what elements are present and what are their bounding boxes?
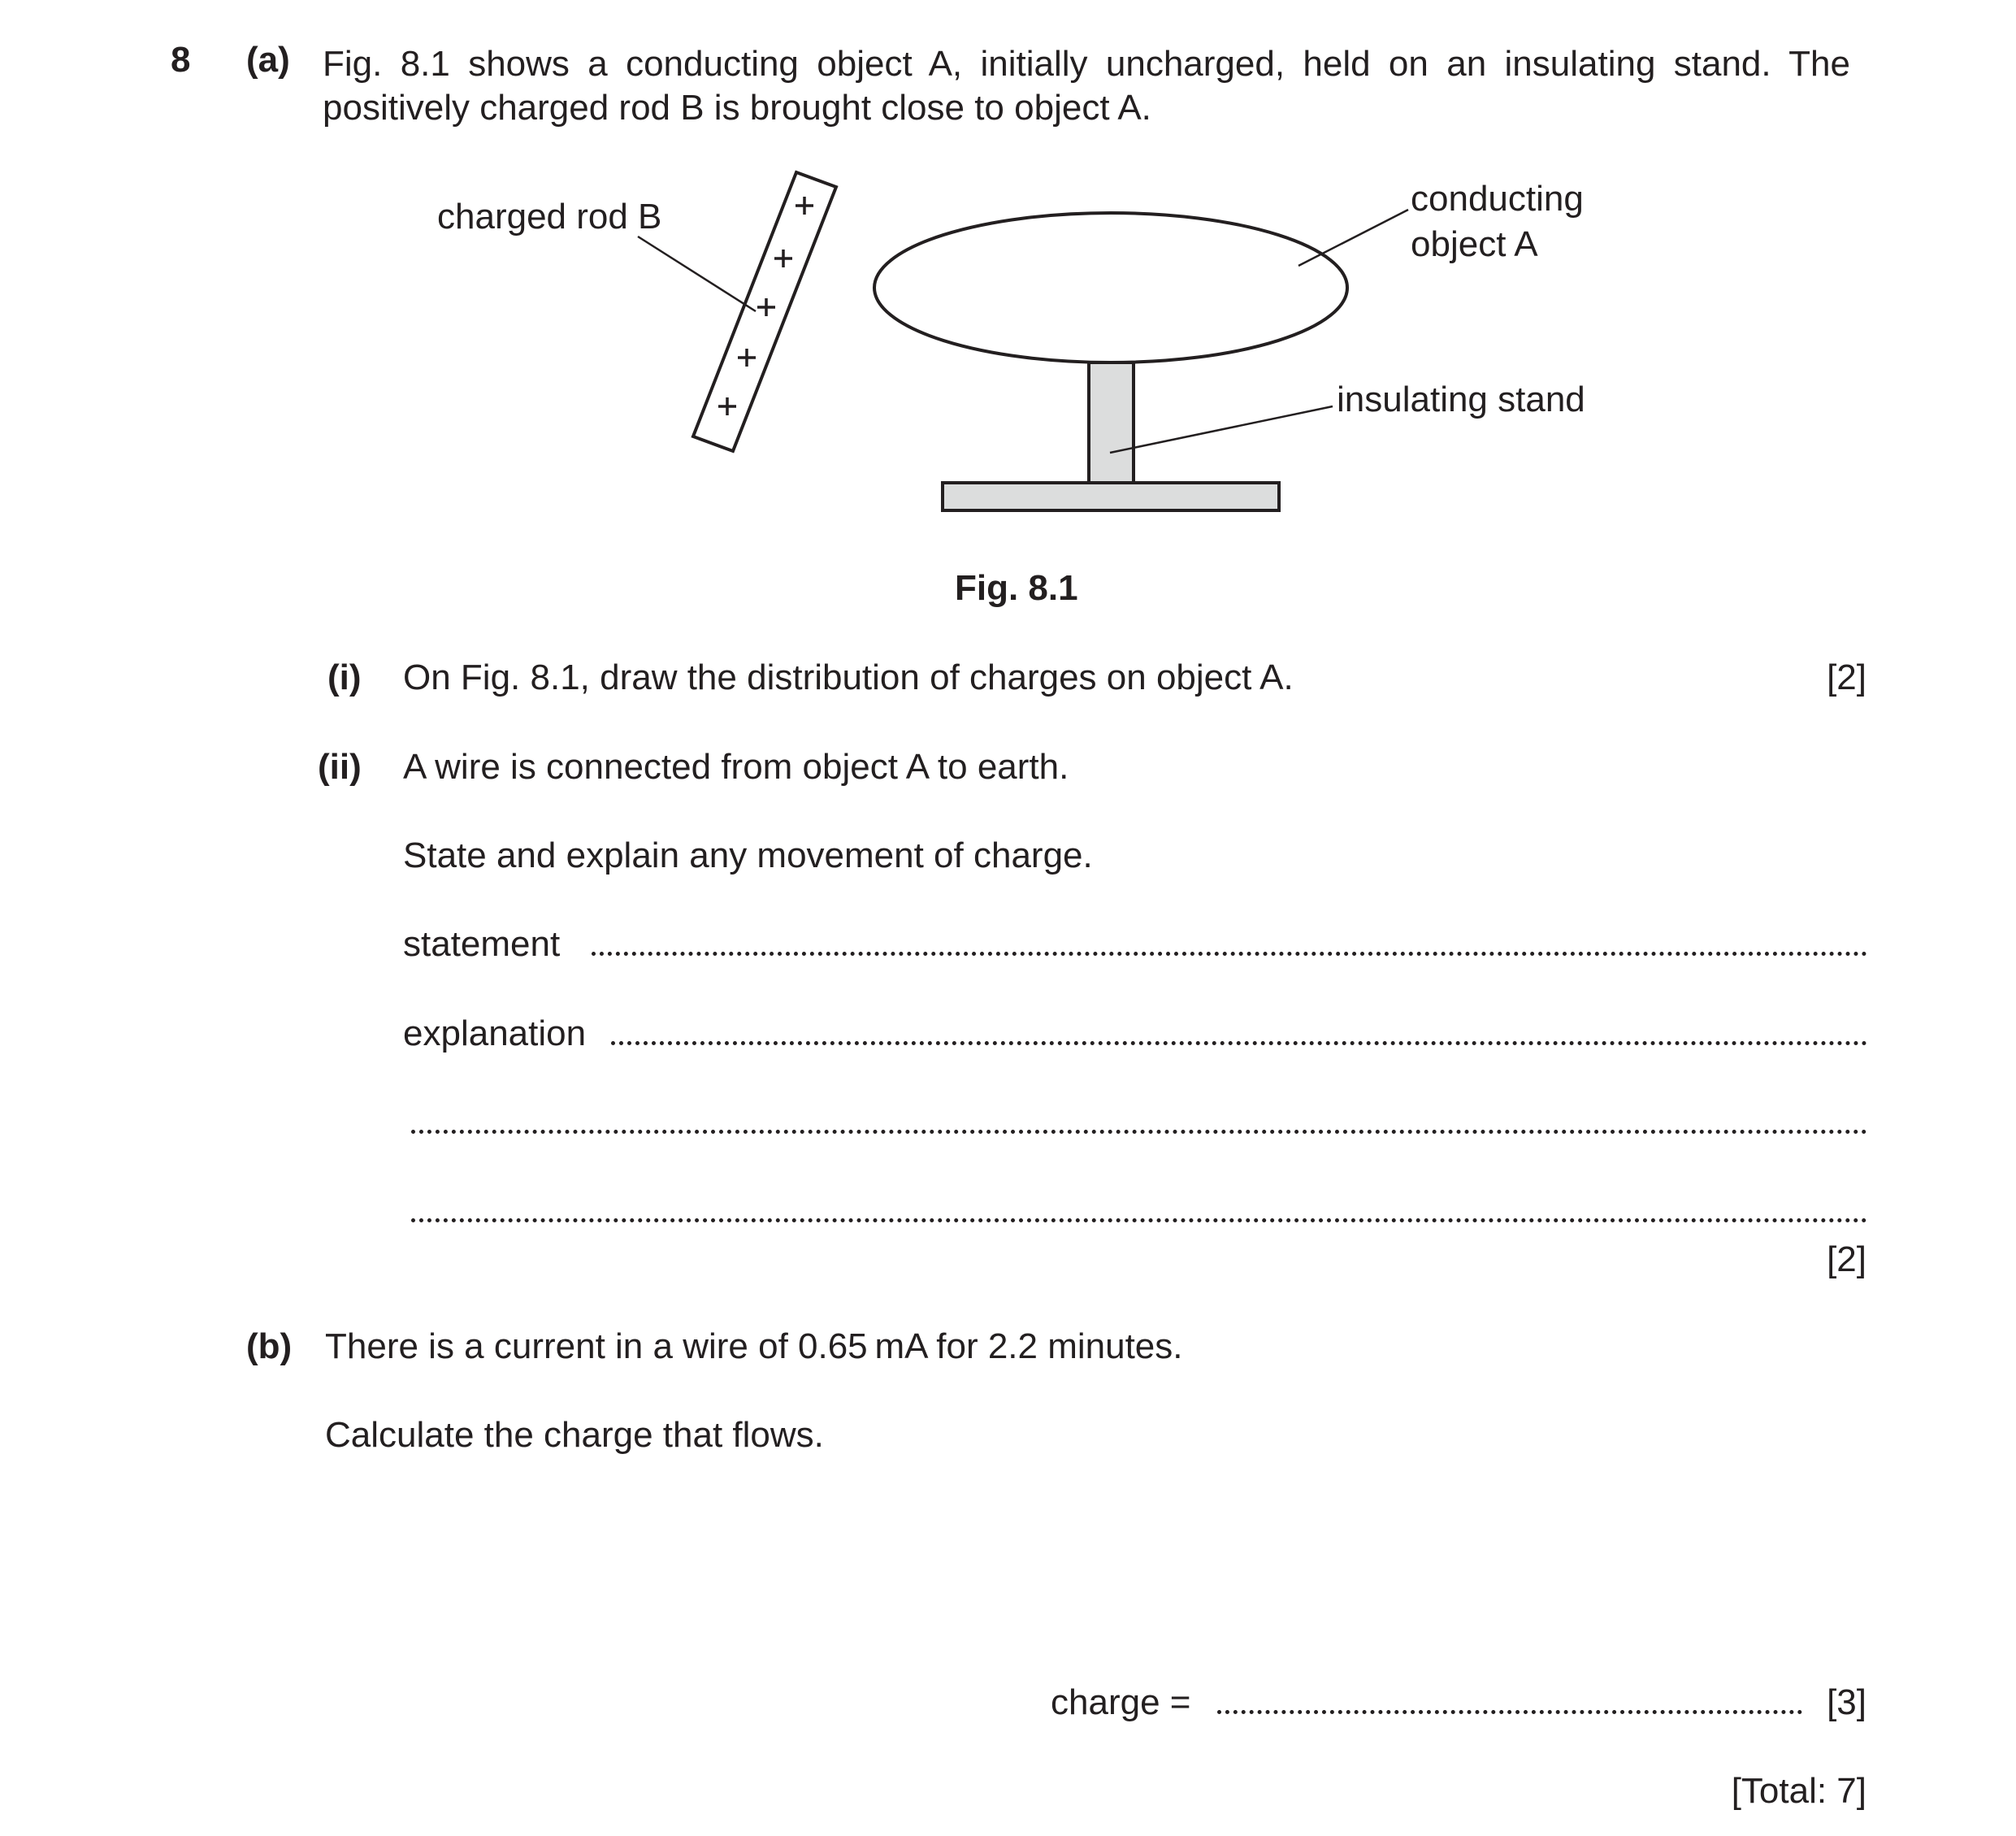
part-a-text: Fig. 8.1 shows a conducting object A, initially uncharged, held on an insulating stand. The positively charged rod B is brought close to object A. (323, 44, 1850, 128)
stand-label-leader (1110, 406, 1333, 453)
part-i-text: On Fig. 8.1, draw the distribution of charges on object A. (403, 658, 1294, 697)
figure-caption: Fig. 8.1 (955, 568, 1078, 608)
question-number: 8 (171, 40, 191, 80)
part-i-label: (i) (327, 658, 362, 697)
rod-label: charged rod B (437, 197, 662, 237)
explanation-answer-line-1[interactable] (611, 1041, 1867, 1045)
part-a-label: (a) (246, 40, 290, 80)
stand-label: insulating stand (1337, 380, 1585, 419)
statement-label: statement (403, 924, 561, 964)
charged-rod-b (693, 172, 836, 451)
charge-answer-label: charge = (1051, 1682, 1191, 1722)
conducting-object-a (874, 213, 1347, 362)
part-b-label: (b) (246, 1326, 293, 1366)
total-marks: [Total: 7] (1731, 1771, 1866, 1811)
object-label-line1: conducting (1411, 179, 1584, 219)
part-ii-marks: [2] (1827, 1239, 1866, 1279)
part-ii-text-2: State and explain any movement of charge. (403, 836, 1093, 875)
explanation-answer-line-3[interactable] (411, 1218, 1867, 1222)
object-label-leader (1298, 210, 1408, 266)
part-i-marks: [2] (1827, 658, 1866, 697)
explanation-label: explanation (403, 1013, 587, 1053)
part-b-text-1: There is a current in a wire of 0.65 mA for 2.2 minutes. (325, 1326, 1183, 1366)
part-ii-label: (ii) (318, 747, 362, 787)
figure-8-1 (0, 0, 2016, 618)
stand-base (943, 483, 1279, 510)
explanation-answer-line-2[interactable] (411, 1130, 1867, 1134)
statement-answer-line[interactable] (592, 952, 1867, 956)
part-ii-text-1: A wire is connected from object A to earth. (403, 747, 1069, 787)
stand-column (1089, 362, 1134, 483)
part-b-marks: [3] (1827, 1682, 1866, 1722)
object-label-line2: object A (1411, 224, 1538, 264)
rod-label-leader (638, 237, 756, 311)
charge-answer-line[interactable] (1217, 1710, 1802, 1714)
part-b-text-2: Calculate the charge that flows. (325, 1415, 824, 1455)
